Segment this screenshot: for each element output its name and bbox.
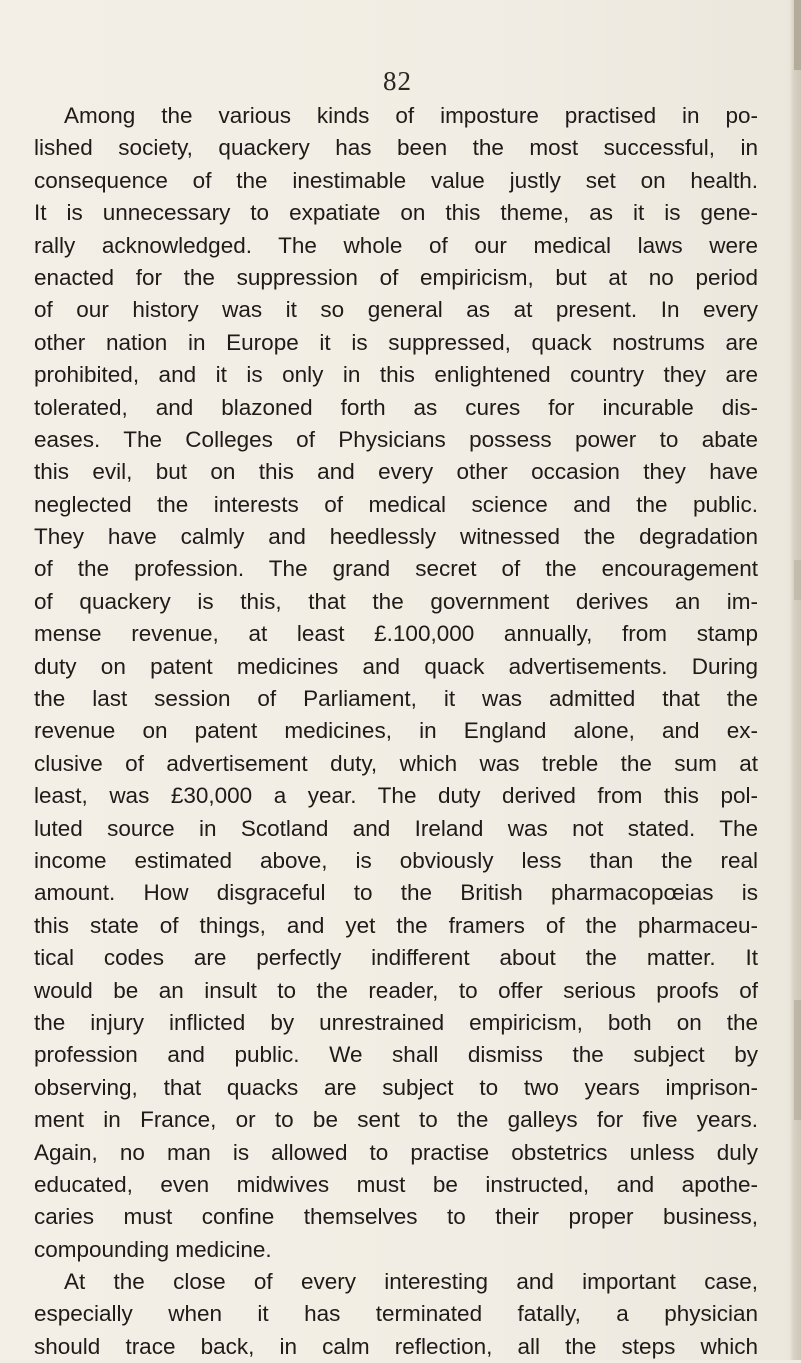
text-line: should trace back, in calm reflection, all the steps which xyxy=(34,1333,758,1359)
text-line: compounding medicine. xyxy=(34,1236,272,1262)
text-line: eases. The Colleges of Physicians possess power to abate xyxy=(34,426,758,452)
text-line: educated, even midwives must be instructed, and apothe- xyxy=(34,1171,758,1197)
paragraph-1 xyxy=(34,100,758,1266)
text-line: caries must confine themselves to their proper business, xyxy=(34,1204,758,1230)
text-line: Again, no man is allowed to practise obstetrics unless duly xyxy=(34,1139,758,1165)
text-line: enacted for the suppression of empiricism, but at no period xyxy=(34,264,758,290)
page-number: 82 xyxy=(383,66,412,96)
page-edge-mark xyxy=(794,0,801,70)
text-line: Among the various kinds of imposture practised in po- xyxy=(64,103,758,128)
text-line: profession and public. We shall dismiss the subject by xyxy=(34,1042,758,1068)
text-line: clusive of advertisement duty, which was treble the sum at xyxy=(34,750,758,776)
text-line: At the close of every interesting and important case, xyxy=(64,1269,758,1295)
text-line: the last session of Parliament, it was admitted that the xyxy=(34,686,758,712)
text-line: amount. How disgraceful to the British pharmacopœias is xyxy=(34,880,758,906)
page-edge-mark xyxy=(794,560,801,600)
page-edge-shadow xyxy=(789,0,801,1360)
text-line: observing, that quacks are subject to two years imprison- xyxy=(34,1074,758,1100)
text-line: other nation in Europe it is suppressed, quack nostrums are xyxy=(34,329,758,355)
text-line: tolerated, and blazoned forth as cures for incurable dis- xyxy=(34,394,758,420)
text-line: neglected the interests of medical science and the public. xyxy=(34,491,758,517)
text-line: of the profession. The grand secret of the encouragement xyxy=(34,556,758,582)
text-line: rally acknowledged. The whole of our medical laws were xyxy=(34,232,758,258)
text-line: mense revenue, at least £.100,000 annually, from stamp xyxy=(34,621,758,647)
text-line: of our history was it so general as at present. In every xyxy=(34,297,758,323)
text-line: this state of things, and yet the framers of the pharmaceu- xyxy=(34,912,758,938)
text-line: consequence of the inestimable value justly set on health. xyxy=(34,167,758,193)
text-line: prohibited, and it is only in this enlightened country they are xyxy=(34,362,758,388)
text-line: tical codes are perfectly indifferent about the matter. It xyxy=(34,945,758,971)
text-line: revenue on patent medicines, in England alone, and ex- xyxy=(34,718,758,744)
page-edge-mark xyxy=(794,1000,801,1120)
paragraph-2 xyxy=(34,1266,758,1363)
text-line: of quackery is this, that the government derives an im- xyxy=(34,588,758,614)
text-line: It is unnecessary to expatiate on this theme, as it is gene- xyxy=(34,200,758,226)
body-text xyxy=(34,100,758,1363)
text-line: luted source in Scotland and Ireland was not stated. The xyxy=(34,815,758,841)
text-line: especially when it has terminated fatally, a physician xyxy=(34,1301,758,1327)
text-line: would be an insult to the reader, to offer serious proofs of xyxy=(34,977,758,1003)
text-line: lished society, quackery has been the most successful, in xyxy=(34,135,758,161)
text-line: duty on patent medicines and quack advertisements. During xyxy=(34,653,758,679)
text-line: They have calmly and heedlessly witnessed the degradation xyxy=(34,524,758,550)
text-line: least, was £30,000 a year. The duty derived from this pol- xyxy=(34,783,758,809)
text-line: ment in France, or to be sent to the galleys for five years. xyxy=(34,1107,758,1133)
text-line: this evil, but on this and every other occasion they have xyxy=(34,459,758,485)
text-line: the injury inflicted by unrestrained empiricism, both on the xyxy=(34,1009,758,1035)
text-line: income estimated above, is obviously less than the real xyxy=(34,847,758,873)
